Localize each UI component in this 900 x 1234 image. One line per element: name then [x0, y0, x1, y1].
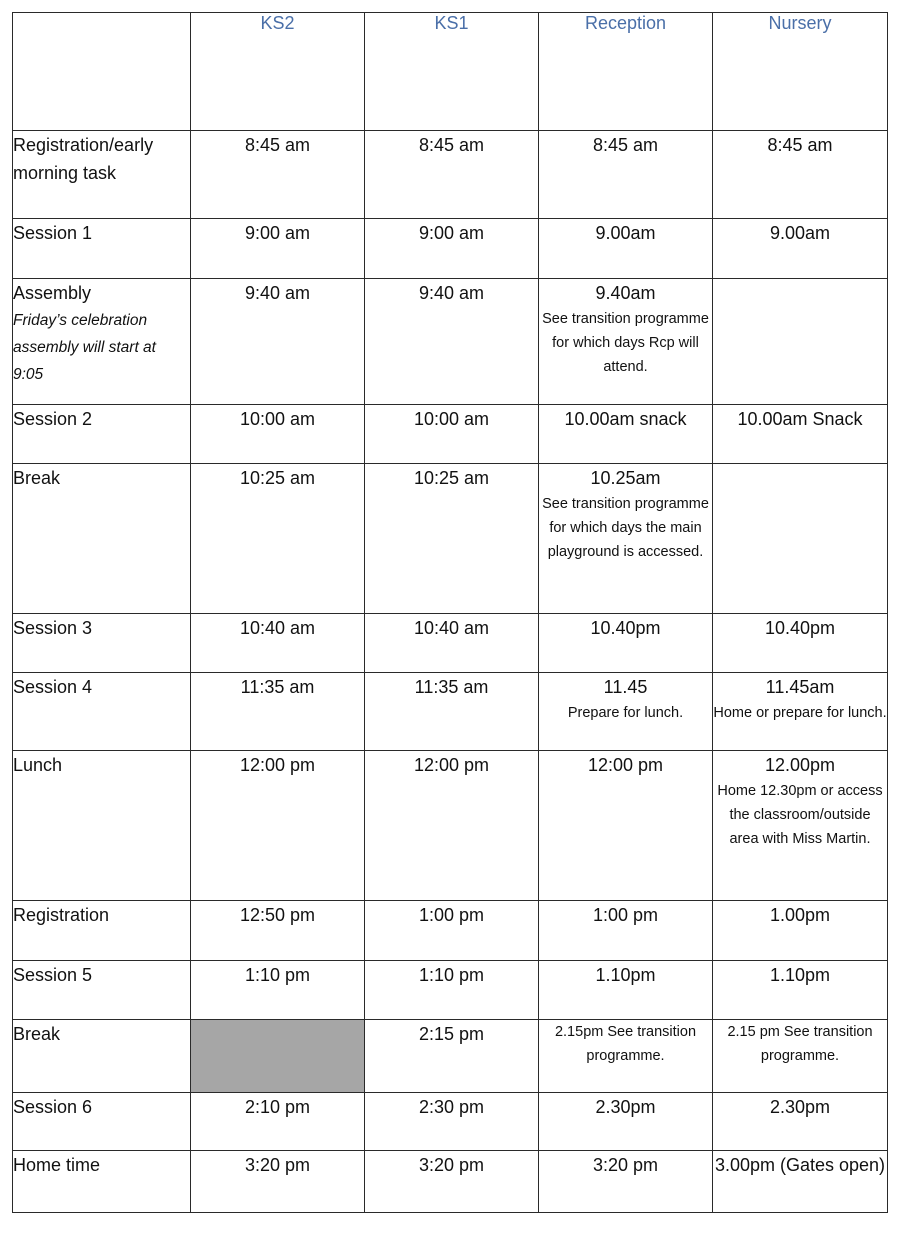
row-label-cell [13, 751, 191, 901]
cell-time: 1.10pm [595, 965, 656, 985]
row-label: Lunch [13, 755, 63, 775]
cell-ks1 [365, 673, 539, 751]
cell-time: 1:10 pm [244, 965, 311, 985]
cell-reception [539, 1020, 713, 1093]
cell-nursery [713, 131, 888, 219]
cell-ks2 [191, 673, 365, 751]
cell-note: Prepare for lunch. [567, 705, 684, 721]
cell-time: 9:00 am [244, 223, 311, 243]
cell-time: 10:25 am [239, 468, 316, 488]
cell-time: 10.40pm [590, 618, 661, 638]
cell-time: 10.00am snack [564, 409, 687, 429]
header-ks2: KS2 [191, 13, 365, 131]
row-label-note: Friday’s celebration assembly will start at 9:05 [13, 312, 156, 383]
cell-ks1 [365, 614, 539, 673]
cell-time: 9:40 am [418, 283, 485, 303]
cell-ks1 [365, 405, 539, 464]
cell-ks2 [191, 1093, 365, 1151]
cell-time: 11.45am [765, 677, 835, 697]
cell-nursery [713, 219, 888, 279]
cell-nursery [713, 1020, 888, 1093]
cell-ks2 [191, 279, 365, 405]
cell-time: 12:00 pm [413, 755, 490, 775]
row-label: Session 6 [13, 1097, 93, 1117]
cell-time: 10:25 am [413, 468, 490, 488]
cell-ks1 [365, 1093, 539, 1151]
cell-text: 2.15 pm See transition programme. [727, 1024, 873, 1064]
cell-ks1 [365, 131, 539, 219]
cell-reception [539, 131, 713, 219]
table-row [13, 1151, 888, 1213]
cell-time: 8:45 am [418, 135, 485, 155]
table-row [13, 673, 888, 751]
table-row [13, 1020, 888, 1093]
cell-ks2 [191, 405, 365, 464]
cell-reception [539, 673, 713, 751]
cell-nursery [713, 673, 888, 751]
cell-ks1 [365, 279, 539, 405]
table-row [13, 279, 888, 405]
cell-nursery [713, 405, 888, 464]
row-label-cell [13, 901, 191, 961]
cell-reception [539, 464, 713, 614]
cell-time: 10:40 am [413, 618, 490, 638]
header-ks1: KS1 [365, 13, 539, 131]
row-label: Session 4 [13, 677, 93, 697]
cell-reception [539, 901, 713, 961]
cell-ks1 [365, 751, 539, 901]
table-row [13, 614, 888, 673]
cell-reception [539, 219, 713, 279]
cell-reception [539, 751, 713, 901]
cell-ks1 [365, 901, 539, 961]
cell-time: 10:40 am [239, 618, 316, 638]
cell-time: 9.00am [595, 223, 656, 243]
cell-time: 2:15 pm [418, 1024, 485, 1044]
cell-ks2 [191, 219, 365, 279]
cell-time: 8:45 am [767, 135, 833, 155]
cell-time: 12.00pm [764, 755, 836, 775]
row-label: Session 2 [13, 409, 93, 429]
row-label: Session 5 [13, 965, 93, 985]
cell-time: 1:10 pm [418, 965, 485, 985]
cell-time: 11.45 [603, 677, 648, 697]
cell-time: 12:50 pm [239, 905, 316, 925]
table-row [13, 219, 888, 279]
cell-time: 3:20 pm [244, 1155, 311, 1175]
cell-ks2 [191, 1020, 365, 1093]
cell-nursery [713, 751, 888, 901]
cell-ks1 [365, 219, 539, 279]
cell-time: 10.00am Snack [737, 409, 863, 429]
cell-time: 10.40pm [764, 618, 836, 638]
row-label-cell [13, 614, 191, 673]
cell-time: 9.40am [595, 283, 656, 303]
table-row [13, 1093, 888, 1151]
cell-ks1 [365, 1020, 539, 1093]
cell-reception [539, 1093, 713, 1151]
cell-time: 2:10 pm [244, 1097, 311, 1117]
cell-nursery [713, 961, 888, 1020]
cell-time: 10.25am [590, 468, 661, 488]
cell-time: 8:45 am [244, 135, 311, 155]
cell-time: 3.00pm (Gates open) [714, 1155, 886, 1175]
cell-reception [539, 1151, 713, 1213]
cell-time: 2:30 pm [418, 1097, 485, 1117]
cell-reception [539, 961, 713, 1020]
header-nursery: Nursery [713, 13, 888, 131]
cell-ks1 [365, 464, 539, 614]
cell-ks2 [191, 901, 365, 961]
row-label: Session 3 [13, 618, 93, 638]
cell-reception [539, 405, 713, 464]
cell-reception [539, 614, 713, 673]
table-row [13, 405, 888, 464]
table-row [13, 901, 888, 961]
cell-time: 9:00 am [418, 223, 485, 243]
row-label-cell [13, 1093, 191, 1151]
cell-nursery [713, 1151, 888, 1213]
table-row [13, 751, 888, 901]
row-label: Assembly [13, 283, 92, 303]
row-label: Break [13, 468, 61, 488]
cell-ks1 [365, 1151, 539, 1213]
cell-time: 10:00 am [413, 409, 490, 429]
cell-note: See transition programme for which days the main playground is accessed. [542, 496, 709, 560]
cell-time: 1:00 pm [418, 905, 485, 925]
row-label-cell [13, 219, 191, 279]
cell-time: 1.00pm [769, 905, 831, 925]
cell-time: 8:45 am [592, 135, 659, 155]
cell-ks2 [191, 1151, 365, 1213]
row-label-cell [13, 405, 191, 464]
cell-nursery [713, 279, 888, 405]
cell-time: 3:20 pm [592, 1155, 659, 1175]
table-row [13, 131, 888, 219]
cell-time: 1:00 pm [592, 905, 659, 925]
cell-time: 12:00 pm [587, 755, 664, 775]
cell-nursery [713, 901, 888, 961]
cell-time: 2.30pm [769, 1097, 831, 1117]
timetable-body [13, 131, 888, 1213]
table-row [13, 961, 888, 1020]
cell-ks2 [191, 751, 365, 901]
header-reception: Reception [539, 13, 713, 131]
cell-text: 2.15pm See transition programme. [554, 1024, 697, 1064]
cell-ks1 [365, 961, 539, 1020]
cell-time: 9.00am [769, 223, 831, 243]
cell-time: 1.10pm [769, 965, 831, 985]
cell-ks2 [191, 131, 365, 219]
row-label-cell [13, 961, 191, 1020]
row-label-cell [13, 1020, 191, 1093]
timetable [12, 12, 888, 1213]
row-label: Session 1 [13, 223, 93, 243]
row-label-cell [13, 464, 191, 614]
cell-note: Home or prepare for lunch. [713, 705, 887, 721]
table-row [13, 464, 888, 614]
row-label-cell [13, 1151, 191, 1213]
cell-time: 2.30pm [595, 1097, 656, 1117]
row-label: Home time [13, 1155, 101, 1175]
cell-ks2 [191, 614, 365, 673]
cell-time: 11:35 am [414, 677, 489, 697]
cell-nursery [713, 1093, 888, 1151]
cell-ks2 [191, 464, 365, 614]
header-row [13, 13, 888, 131]
cell-ks2 [191, 961, 365, 1020]
row-label: Registration [13, 905, 110, 925]
cell-nursery [713, 614, 888, 673]
header-blank [13, 13, 191, 131]
cell-time: 3:20 pm [418, 1155, 485, 1175]
cell-time: 10:00 am [239, 409, 316, 429]
row-label-cell [13, 131, 191, 219]
cell-time: 9:40 am [244, 283, 311, 303]
cell-note: See transition programme for which days Rcp will attend. [542, 311, 709, 375]
cell-time: 11:35 am [240, 677, 315, 697]
cell-nursery [713, 464, 888, 614]
cell-reception [539, 279, 713, 405]
cell-note: Home 12.30pm or access the classroom/outside area with Miss Martin. [717, 783, 883, 847]
row-label-cell [13, 673, 191, 751]
row-label: Break [13, 1024, 61, 1044]
row-label-cell [13, 279, 191, 405]
cell-time: 12:00 pm [239, 755, 316, 775]
row-label: Registration/early morning task [13, 135, 154, 183]
